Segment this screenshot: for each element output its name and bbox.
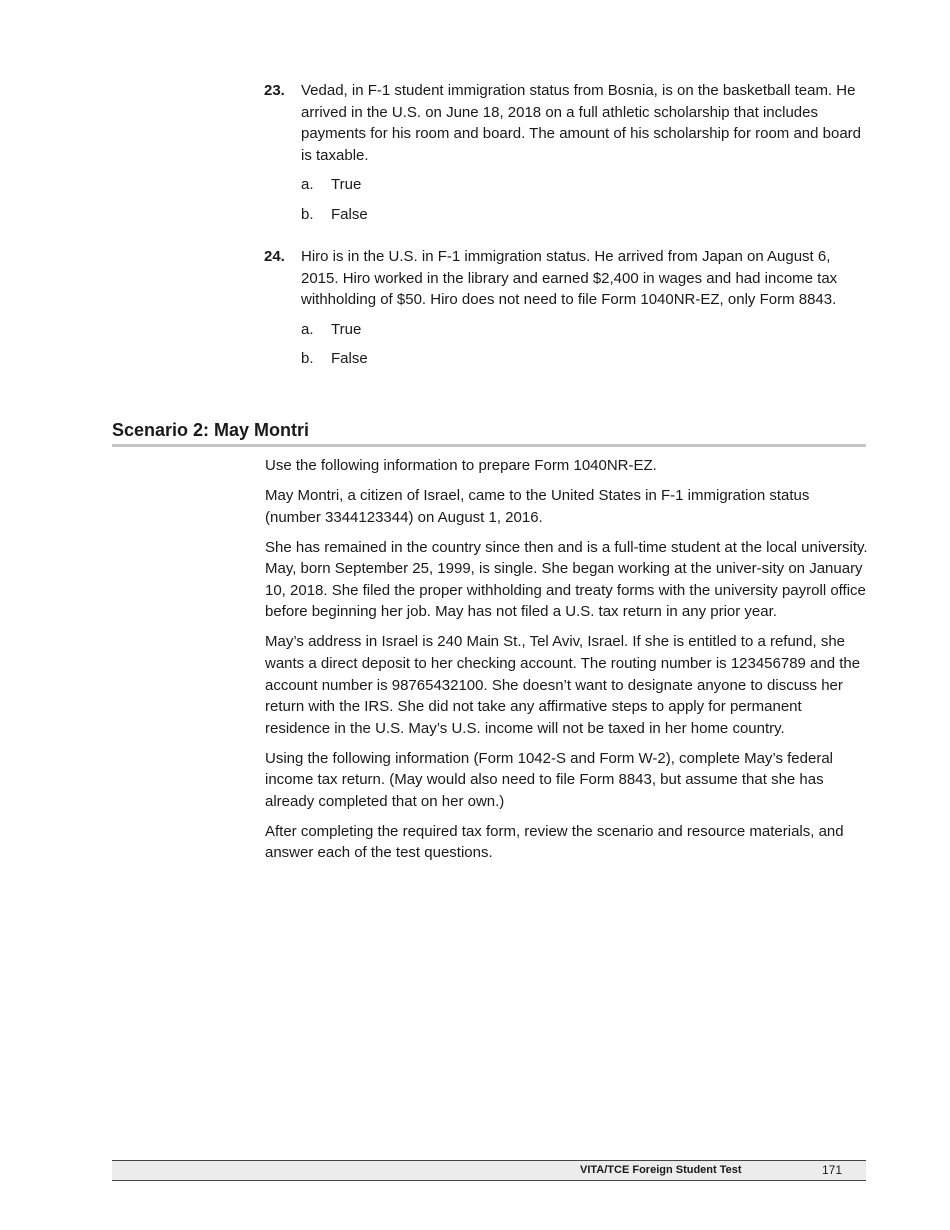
question-23: [264, 80, 868, 226]
option-b: [301, 348, 868, 370]
option-letter: a.: [301, 176, 314, 194]
option-a: [301, 174, 868, 196]
scenario-body: [265, 455, 868, 872]
option-a: [301, 319, 868, 341]
scenario-paragraph: Use the following information to prepare Form 1040NR-EZ.: [265, 457, 657, 474]
question-24: [264, 246, 868, 370]
option-letter: b.: [301, 205, 314, 223]
option-text: False: [331, 205, 368, 223]
scenario-paragraph: She has remained in the country since then and is a full-time student at the local university. May, born September 25, 1999, is single. She began working at the univer-sity on January 10, 2018. She filed the proper withholding and treaty forms with the university payroll office before beginning her job. May has not filed a U.S. tax return in any prior year.: [265, 538, 868, 621]
option-text: True: [331, 176, 362, 194]
option-text: True: [331, 320, 362, 338]
scenario-paragraph: Using the following information (Form 1042-S and Form W-2), complete May’s federal income tax return. (May would also need to file Form 8843, but assume that she has already completed that on her own.): [265, 749, 834, 810]
option-letter: a.: [301, 320, 314, 338]
question-text: Hiro is in the U.S. in F-1 immigration status. He arrived from Japan on August 6, 2015. Hiro worked in the library and earned $2,400 in wages and had income tax withholding of $50. Hiro does not need to file Form 1040NR-EZ, only Form 8843.: [301, 248, 838, 309]
question-number: 23.: [264, 82, 285, 99]
question-number: 24.: [264, 248, 285, 265]
footer-title: VITA/TCE Foreign Student Test: [580, 1164, 742, 1176]
page-footer: [112, 1160, 866, 1181]
option-letter: b.: [301, 350, 314, 368]
scenario-paragraph: May Montri, a citizen of Israel, came to the United States in F-1 immigration status (number 3344123344) on August 1, 2016.: [265, 486, 810, 526]
page-number: 171: [822, 1163, 843, 1177]
option-text: False: [331, 350, 368, 368]
scenario-paragraph: After completing the required tax form, review the scenario and resource materials, and answer each of the test questions.: [265, 822, 844, 862]
question-text: Vedad, in F-1 student immigration status from Bosnia, is on the basketball team. He arrived in the U.S. on June 18, 2018 on a full athletic scholarship that includes payments for his room and board. The amount of his scholarship for room and board is taxable.: [301, 82, 862, 164]
scenario-heading: Scenario 2: May Montri: [112, 418, 866, 447]
scenario-paragraph: May’s address in Israel is 240 Main St., Tel Aviv, Israel. If she is entitled to a refund, she wants a direct deposit to her checking account. The routing number is 123456789 and the account number is 98765432100. She doesn’t want to designate anyone to discuss her return with the IRS. She did not take any affirmative steps to apply for permanent residence in the U.S. May’s U.S. income will not be taxed in her home country.: [265, 633, 861, 737]
option-b: [301, 204, 868, 226]
